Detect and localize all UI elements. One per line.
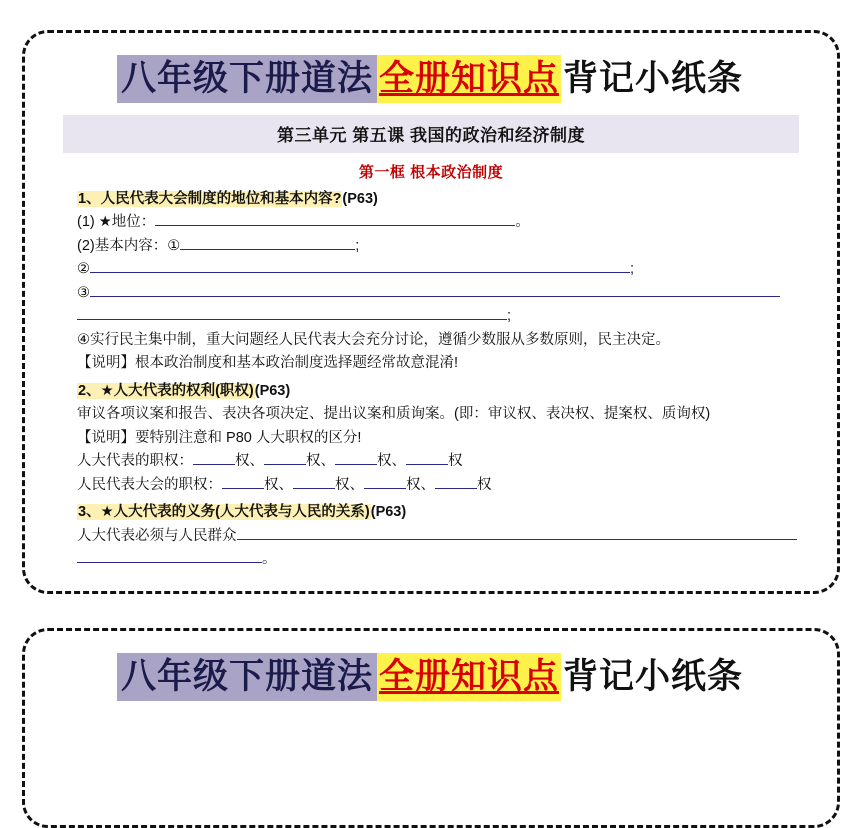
blank-line — [293, 474, 335, 489]
question-3-heading — [77, 501, 785, 524]
blank-line — [193, 450, 235, 465]
question-3-heading-text: 3、★人大代表的义务(人大代表与人民的关系) — [78, 504, 370, 521]
title-segment-plain: 背记小纸条 — [563, 59, 744, 98]
blank-line — [406, 450, 448, 465]
question-1-line-2 — [77, 235, 785, 258]
blank-line — [222, 474, 264, 489]
note-body — [77, 188, 785, 572]
sep-2: 、 — [320, 453, 335, 470]
blank-line — [335, 450, 377, 465]
question-2-page-ref: (P63) — [254, 382, 291, 399]
question-2-blanks-row-1-label: 人大代表的职权： — [77, 453, 193, 470]
title-segment-purple: 八年级下册道法 — [117, 55, 377, 103]
blank-line — [90, 258, 630, 273]
question-2-answer: 审议各项议案和报告、表决各项决定、提出议案和质询案。(即：审议权、表决权、提案权、质询权) — [77, 406, 711, 423]
question-2-blanks-row-2-label: 人民代表大会的职权： — [77, 476, 222, 493]
semicolon-3: ; — [507, 308, 512, 325]
sep-5: 、 — [349, 476, 364, 493]
title-segment-red: 全册知识点 — [377, 55, 561, 103]
blank-line — [155, 211, 515, 226]
char-quan-4: 权 — [448, 453, 463, 470]
blank-line — [77, 548, 262, 563]
question-1-line-4 — [77, 282, 785, 305]
blank-line — [264, 450, 306, 465]
title-segment-red: 全册知识点 — [377, 653, 561, 701]
question-1-line-1-text: (1) ★地位： — [77, 214, 156, 231]
question-1-line-5: ④实行民主集中制，重大问题经人民代表大会充分讨论，遵循少数服从多数原则，民主决定。 — [77, 331, 670, 348]
question-1-line-3 — [77, 258, 785, 281]
char-quan-7: 权 — [406, 476, 421, 493]
title-segment-purple: 八年级下册道法 — [117, 653, 377, 701]
question-1-line-4-text: ③ — [77, 284, 90, 301]
question-3-line-1-text: 人大代表必须与人民群众 — [77, 527, 237, 544]
sep-6: 、 — [420, 476, 435, 493]
question-1-line-4-continued — [77, 305, 785, 328]
question-1-heading — [77, 188, 785, 211]
question-1-page-ref: (P63) — [342, 190, 378, 207]
blank-line — [435, 474, 477, 489]
period-1: 。 — [515, 214, 530, 231]
document-title-repeat — [25, 653, 837, 701]
sep-4: 、 — [278, 476, 293, 493]
question-1-line-3-text: ② — [77, 261, 90, 278]
blank-line — [77, 305, 507, 320]
blank-line — [90, 282, 780, 297]
note-card-2 — [22, 628, 840, 828]
question-1-line-1 — [77, 211, 785, 234]
sep-3: 、 — [391, 453, 406, 470]
sep-1: 、 — [249, 453, 264, 470]
note-card-1 — [22, 30, 840, 594]
char-quan-2: 权 — [306, 453, 321, 470]
semicolon-1: ; — [355, 237, 360, 254]
char-quan-5: 权 — [264, 476, 279, 493]
question-3-line-2 — [77, 548, 785, 571]
question-1-note: 【说明】根本政治制度和基本政治制度选择题经常故意混淆! — [77, 355, 459, 372]
question-2-blanks-row-2 — [77, 474, 785, 497]
question-1-line-2-text: (2)基本内容：① — [77, 237, 181, 254]
question-1-heading-text: 1、人民代表大会制度的地位和基本内容? — [78, 190, 342, 207]
char-quan-3: 权 — [377, 453, 392, 470]
question-2-heading — [77, 380, 785, 403]
blank-line — [364, 474, 406, 489]
blank-line — [237, 525, 797, 540]
question-3-page-ref: (P63) — [370, 504, 407, 521]
semicolon-2: ; — [630, 261, 635, 278]
char-quan-8: 权 — [477, 476, 492, 493]
frame-title: 第一框 根本政治制度 — [358, 163, 504, 181]
question-3-line-1 — [77, 525, 785, 548]
question-2-blanks-row-1 — [77, 450, 785, 473]
blank-line — [180, 235, 355, 250]
document-title — [25, 55, 837, 103]
char-quan-1: 权 — [235, 453, 250, 470]
unit-banner: 第三单元 第五课 我国的政治和经济制度 — [63, 115, 799, 153]
question-3-period: 。 — [262, 551, 277, 568]
question-2-heading-text: 2、★人大代表的权利(职权) — [78, 382, 254, 399]
char-quan-6: 权 — [335, 476, 350, 493]
title-segment-plain: 背记小纸条 — [563, 657, 744, 696]
question-2-note: 【说明】要特别注意和 P80 人大职权的区分! — [77, 429, 362, 446]
